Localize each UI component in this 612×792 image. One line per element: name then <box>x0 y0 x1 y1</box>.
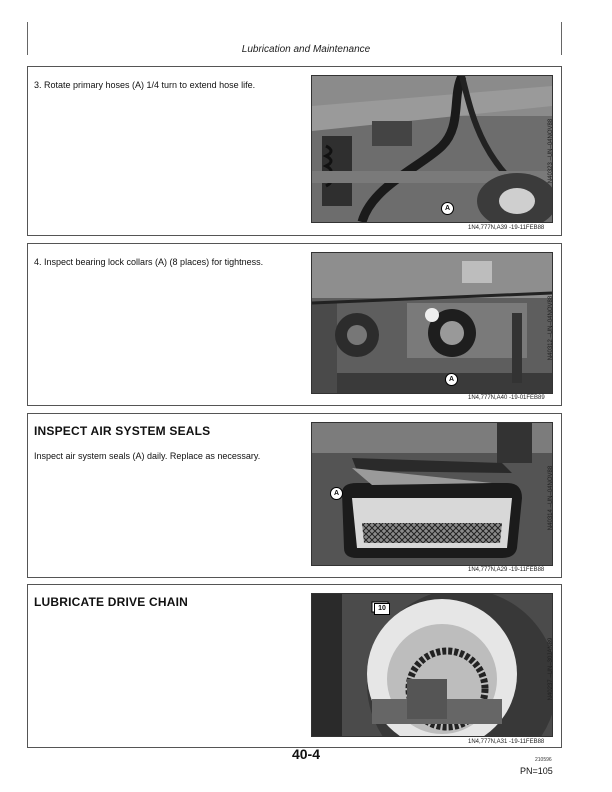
photo-primary-hoses <box>311 75 553 223</box>
section-heading: INSPECT AIR SYSTEM SEALS <box>34 424 211 438</box>
section-heading: LUBRICATE DRIVE CHAIN <box>34 595 188 609</box>
photo-callout-label: A <box>441 202 454 215</box>
image-caption: 1N4,777N,A31 -19-11FEB88 <box>468 739 545 745</box>
image-side-code: N40237 –UN–30JAN89 <box>548 637 554 701</box>
pn-number: PN=105 <box>520 766 553 776</box>
document-code: 210596 <box>535 757 552 763</box>
photo-callout-label: A <box>330 487 343 500</box>
image-side-code: N40314 –UN–04NOV88 <box>548 465 554 531</box>
page-header-title: Lubrication and Maintenance <box>241 44 371 55</box>
image-caption: 1N4,777N,A39 -19-11FEB88 <box>468 225 545 231</box>
section-rotate-hoses <box>27 66 562 236</box>
photo-air-seals <box>311 422 553 566</box>
image-side-code: N40323 –UN–04NOV88 <box>548 118 554 184</box>
section-text: 4. Inspect bearing lock collars (A) (8 places) for tightness. <box>34 257 264 267</box>
image-caption: 1N4,777N,A40 -19-01FEB89 <box>468 395 545 401</box>
section-text: 3. Rotate primary hoses (A) 1/4 turn to extend hose life. <box>34 80 256 90</box>
image-caption: 1N4,777N,A29 -19-11FEB88 <box>468 567 545 573</box>
photo-callout-label: A <box>445 373 458 386</box>
photo-drive-chain <box>311 593 553 737</box>
image-side-code: N40312 –UN–04NOV88 <box>548 295 554 361</box>
photo-callout-label: 10 <box>374 603 390 615</box>
section-text: Inspect air system seals (A) daily. Replace as necessary. <box>34 451 261 461</box>
section-drive-chain <box>27 584 562 748</box>
photo-bearing-collars <box>311 252 553 394</box>
page-number: 40-4 <box>291 746 321 762</box>
section-bearing-collars <box>27 243 562 406</box>
section-air-system-seals <box>27 413 562 578</box>
